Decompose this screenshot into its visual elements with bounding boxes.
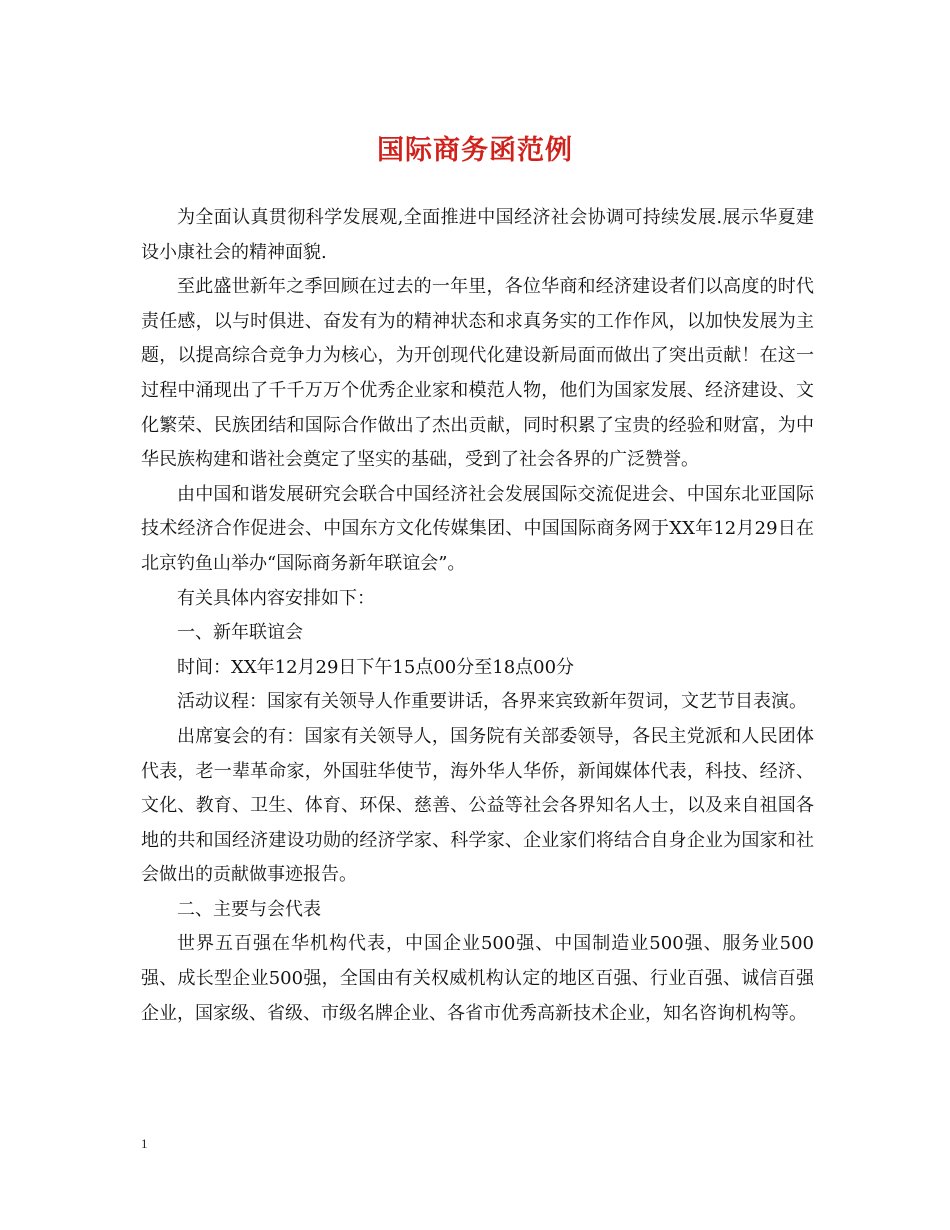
paragraph-review: 至此盛世新年之季回顾在过去的一年里，各位华商和经济建设者们以高度的时代责任感，以与时俱进、奋发有为的精神状态和求真务实的工作作风，以加快发展为主题，以提高综合竞争力为核心，为开创现代化建设新局面而做出了突出贡献！在这一过程中涌现出了千千万万个优秀企业家和模范人物，他们为国家发展、经济建设、文化繁荣、民族团结和国际合作做出了杰出贡献，同时积累了宝贵的经验和财富，为中华民族构建和谐社会奠定了坚实的基础，受到了社会各界的广泛赞誉。 — [141, 276, 814, 471]
paragraph-attendees: 出席宴会的有：国家有关领导人，国务院有关部委领导，各民主党派和人民团体代表，老一辈革命家，外国驻华使节，海外华人华侨，新闻媒体代表，科技、经济、文化、教育、卫生、体育、环保、慈善、公益等社会各界知名人士，以及来自祖国各地的共和国经济建设功勋的经济学家、科学家、企业家们将结合自身企业为国家和社会做出的贡献做事迹报告。 — [141, 725, 814, 886]
paragraph-intro: 为全面认真贯彻科学发展观,全面推进中国经济社会协调可持续发展.展示华夏建设小康社会的精神面貌. — [141, 207, 814, 263]
paragraph-organizers: 由中国和谐发展研究会联合中国经济社会发展国际交流促进会、中国东北亚国际技术经济合作促进会、中国东方文化传媒集团、中国国际商务网于XX年12月29日在北京钓鱼山举办“国际商务新年联谊会”。 — [141, 483, 814, 574]
section-heading-main-representatives: 二、主要与会代表 — [177, 898, 321, 920]
paragraph-representatives: 世界五百强在华机构代表，中国企业500强、中国制造业500强、服务业500强、成长型企业500强，全国由有关权威机构认定的地区百强、行业百强、诚信百强企业，国家级、省级、市级名牌企业、各省市优秀高新技术企业，知名咨询机构等。 — [141, 933, 814, 1024]
document-body — [141, 201, 814, 1031]
document-title: 国际商务函范例 — [377, 135, 573, 166]
paragraph-arrangement: 有关具体内容安排如下： — [177, 587, 375, 609]
paragraph-agenda: 活动议程：国家有关领导人作重要讲话，各界来宾致新年贺词，文艺节目表演。 — [177, 691, 807, 713]
page-number: 1 — [141, 1136, 148, 1151]
section-heading-new-year-gala: 一、新年联谊会 — [177, 622, 303, 644]
paragraph-time: 时间：XX年12月29日下午15点00分至18点00分 — [177, 656, 575, 678]
